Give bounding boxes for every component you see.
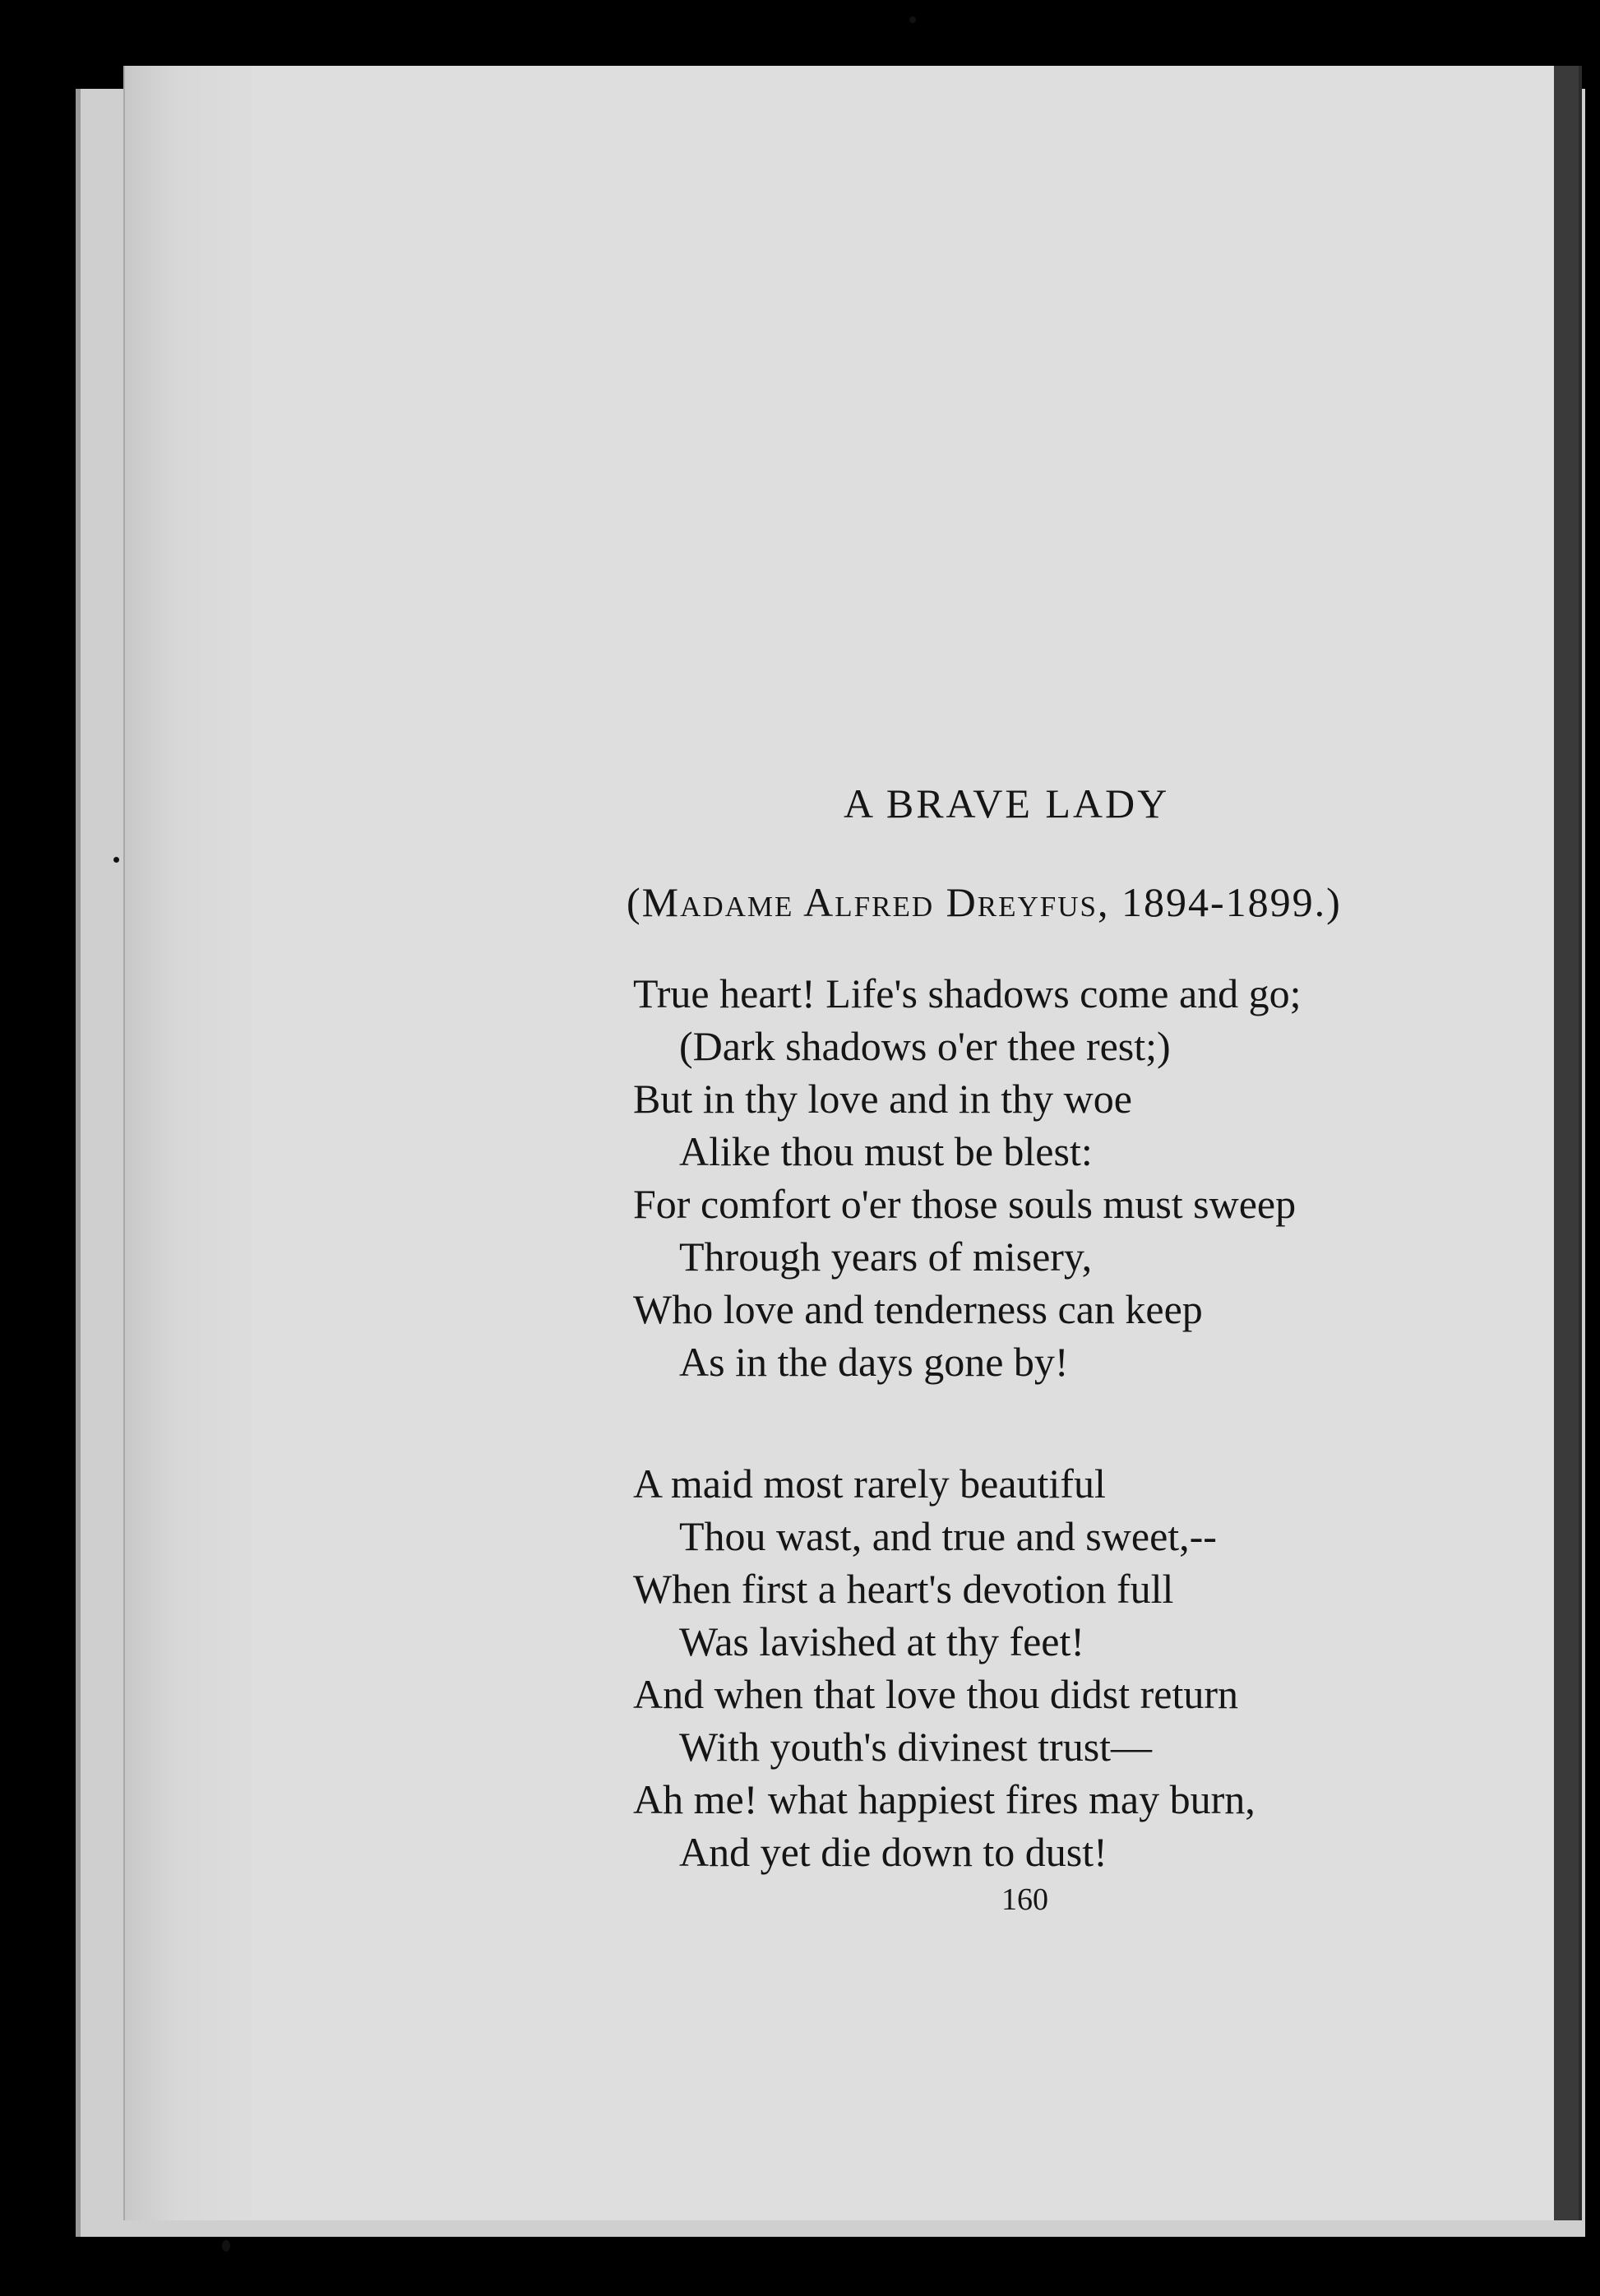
poem-line: As in the days gone by! bbox=[679, 1339, 1069, 1385]
scan-speck bbox=[222, 2240, 230, 2252]
poem-line: Thou wast, and true and sweet,-- bbox=[679, 1513, 1217, 1559]
poem-line: For comfort o'er those souls must sweep bbox=[633, 1181, 1297, 1227]
poem-line: And yet die down to dust! bbox=[679, 1829, 1108, 1875]
poem-line: True heart! Life's shadows come and go; bbox=[633, 970, 1302, 1016]
poem-line: Who love and tenderness can keep bbox=[633, 1286, 1203, 1332]
book-gutter bbox=[123, 66, 257, 2220]
poem-line: And when that love thou didst return bbox=[633, 1671, 1238, 1717]
stanza-1 bbox=[633, 967, 1302, 1388]
poem-line: Alike thou must be blest: bbox=[679, 1128, 1093, 1174]
poem-line: A maid most rarely beautiful bbox=[633, 1460, 1106, 1507]
poem-line: Was lavished at thy feet! bbox=[679, 1618, 1085, 1664]
poem-line: Through years of misery, bbox=[679, 1234, 1093, 1280]
poem-title: A BRAVE LADY bbox=[844, 780, 1170, 826]
poem-subtitle: (Madame Alfred Dreyfus, 1894-1899.) bbox=[627, 879, 1342, 925]
poem-line: When first a heart's devotion full bbox=[633, 1566, 1174, 1612]
page-number: 160 bbox=[1001, 1882, 1048, 1917]
stanza-2 bbox=[633, 1457, 1255, 1878]
poem-line: Ah me! what happiest fires may burn, bbox=[633, 1776, 1255, 1822]
scan-speck bbox=[909, 16, 916, 23]
poem-line: With youth's divinest trust— bbox=[679, 1724, 1153, 1770]
scan-speck bbox=[113, 857, 119, 863]
poem-line: But in thy love and in thy woe bbox=[633, 1076, 1132, 1122]
page-right-edge bbox=[1554, 66, 1579, 2220]
poem-line: (Dark shadows o'er thee rest;) bbox=[679, 1023, 1171, 1069]
